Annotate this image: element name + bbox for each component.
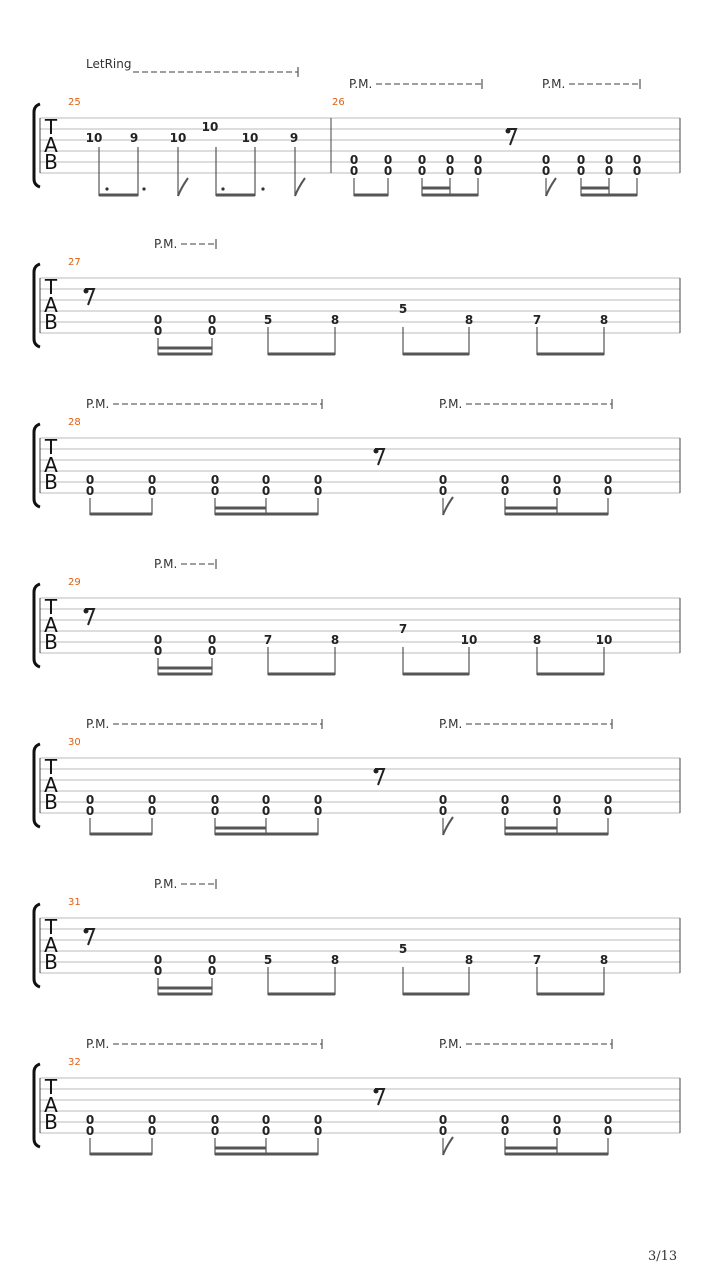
fret-number: 0 <box>603 1113 613 1127</box>
fret-number: 0 <box>552 793 562 807</box>
fret-number: 0 <box>210 484 220 498</box>
fret-number: 0 <box>445 153 455 167</box>
fret-number: 0 <box>438 793 448 807</box>
fret-number: 0 <box>576 153 586 167</box>
fret-number: 0 <box>349 164 359 178</box>
fret-number: 0 <box>207 324 217 338</box>
eighth-rest-dot <box>374 449 379 454</box>
fret-number: 0 <box>552 484 562 498</box>
fret-number: 0 <box>576 164 586 178</box>
fret-number: 0 <box>147 793 157 807</box>
palm-mute-label: P.M. <box>154 557 178 571</box>
palm-mute-label: P.M. <box>154 877 178 891</box>
fret-number: 0 <box>438 1113 448 1127</box>
fret-number: 8 <box>464 313 474 327</box>
note-flag <box>443 1137 453 1155</box>
fret-number: 0 <box>207 953 217 967</box>
eighth-rest-dot <box>374 769 379 774</box>
measure-number: 25 <box>68 97 81 108</box>
system-bracket <box>34 744 40 827</box>
fret-number: 0 <box>541 164 551 178</box>
tab-clef-b: B <box>44 310 58 334</box>
eighth-rest-dot <box>84 929 89 934</box>
fret-number: 0 <box>153 633 163 647</box>
dot <box>221 187 224 190</box>
tab-clef-b: B <box>44 1110 58 1134</box>
fret-number: 0 <box>541 153 551 167</box>
fret-number: 0 <box>85 1124 95 1138</box>
fret-number: 0 <box>632 164 642 178</box>
palm-mute-label: P.M. <box>349 77 373 91</box>
note-flag <box>295 178 305 196</box>
measure-number: 30 <box>68 737 81 748</box>
fret-number: 0 <box>383 153 393 167</box>
tab-clef-a: A <box>44 613 58 637</box>
fret-number: 0 <box>313 793 323 807</box>
fret-number: 10 <box>595 633 613 647</box>
fret-number: 0 <box>438 484 448 498</box>
fret-number: 5 <box>398 302 408 316</box>
tab-clef-b: B <box>44 790 58 814</box>
fret-number: 0 <box>85 804 95 818</box>
dot <box>142 187 145 190</box>
fret-number: 0 <box>313 804 323 818</box>
fret-number: 0 <box>207 633 217 647</box>
fret-number: 8 <box>330 953 340 967</box>
tab-clef-t: T <box>44 755 58 779</box>
tab-clef-b: B <box>44 470 58 494</box>
palm-mute-label: P.M. <box>542 77 566 91</box>
fret-number: 0 <box>261 793 271 807</box>
fret-number: 0 <box>147 1113 157 1127</box>
fret-number: 0 <box>438 804 448 818</box>
palm-mute-label: P.M. <box>439 397 463 411</box>
measure-number: 31 <box>68 897 81 908</box>
fret-number: 8 <box>330 633 340 647</box>
system-bracket <box>34 424 40 507</box>
fret-number: 0 <box>153 324 163 338</box>
fret-number: 7 <box>532 953 542 967</box>
fret-number: 10 <box>201 120 219 134</box>
fret-number: 0 <box>210 1124 220 1138</box>
measure-number: 32 <box>68 1057 81 1068</box>
fret-number: 7 <box>263 633 273 647</box>
tab-clef-a: A <box>44 1093 58 1117</box>
fret-number: 0 <box>261 484 271 498</box>
tab-clef-b: B <box>44 950 58 974</box>
tab-clef-t: T <box>44 1075 58 1099</box>
fret-number: 0 <box>207 313 217 327</box>
fret-number: 0 <box>85 793 95 807</box>
fret-number: 10 <box>85 131 103 145</box>
tab-clef-b: B <box>44 630 58 654</box>
fret-number: 0 <box>604 153 614 167</box>
let-ring-label: LetRing <box>86 57 132 71</box>
tab-clef-t: T <box>44 435 58 459</box>
fret-number: 0 <box>438 473 448 487</box>
fret-number: 0 <box>500 1113 510 1127</box>
tab-clef-t: T <box>44 915 58 939</box>
fret-number: 0 <box>261 804 271 818</box>
note-flag <box>443 817 453 835</box>
fret-number: 0 <box>147 473 157 487</box>
fret-number: 0 <box>313 1124 323 1138</box>
tab-clef-t: T <box>44 275 58 299</box>
system-bracket <box>34 1064 40 1147</box>
fret-number: 0 <box>603 1124 613 1138</box>
fret-number: 0 <box>445 164 455 178</box>
tab-clef-a: A <box>44 133 58 157</box>
fret-number: 0 <box>552 1124 562 1138</box>
fret-number: 0 <box>417 153 427 167</box>
fret-number: 0 <box>603 473 613 487</box>
measure-number: 27 <box>68 257 81 268</box>
fret-number: 0 <box>500 484 510 498</box>
fret-number: 8 <box>464 953 474 967</box>
tab-clef-a: A <box>44 773 58 797</box>
fret-number: 0 <box>210 473 220 487</box>
fret-number: 0 <box>210 793 220 807</box>
fret-number: 0 <box>147 804 157 818</box>
system-bracket <box>34 904 40 987</box>
fret-number: 8 <box>330 313 340 327</box>
palm-mute-label: P.M. <box>439 1037 463 1051</box>
fret-number: 0 <box>632 153 642 167</box>
fret-number: 0 <box>261 1113 271 1127</box>
fret-number: 0 <box>85 473 95 487</box>
fret-number: 0 <box>85 1113 95 1127</box>
tab-clef-t: T <box>44 115 58 139</box>
tab-clef-t: T <box>44 595 58 619</box>
system-bracket <box>34 264 40 347</box>
palm-mute-label: P.M. <box>86 717 110 731</box>
dot <box>105 187 108 190</box>
fret-number: 0 <box>473 153 483 167</box>
fret-number: 8 <box>599 953 609 967</box>
fret-number: 0 <box>153 313 163 327</box>
fret-number: 5 <box>263 313 273 327</box>
note-flag <box>546 178 556 196</box>
eighth-rest-dot <box>506 129 511 134</box>
fret-number: 0 <box>383 164 393 178</box>
note-flag <box>443 497 453 515</box>
fret-number: 0 <box>603 484 613 498</box>
fret-number: 0 <box>603 793 613 807</box>
page-number: 3/13 <box>648 1249 678 1264</box>
note-flag <box>178 178 188 196</box>
fret-number: 10 <box>241 131 259 145</box>
palm-mute-label: P.M. <box>86 1037 110 1051</box>
fret-number: 7 <box>398 622 408 636</box>
fret-number: 10 <box>169 131 187 145</box>
fret-number: 10 <box>460 633 478 647</box>
measure-number: 28 <box>68 417 81 428</box>
fret-number: 0 <box>313 473 323 487</box>
system-bracket <box>34 104 40 187</box>
fret-number: 8 <box>532 633 542 647</box>
fret-number: 0 <box>500 473 510 487</box>
fret-number: 0 <box>85 484 95 498</box>
tab-clef-a: A <box>44 453 58 477</box>
fret-number: 8 <box>599 313 609 327</box>
fret-number: 5 <box>398 942 408 956</box>
fret-number: 9 <box>129 131 139 145</box>
fret-number: 0 <box>147 1124 157 1138</box>
fret-number: 0 <box>207 964 217 978</box>
tab-clef-b: B <box>44 150 58 174</box>
measure-number: 29 <box>68 577 81 588</box>
fret-number: 0 <box>313 484 323 498</box>
eighth-rest-dot <box>84 289 89 294</box>
measure-number: 26 <box>332 97 345 108</box>
tab-clef-a: A <box>44 293 58 317</box>
fret-number: 9 <box>289 131 299 145</box>
eighth-rest-dot <box>84 609 89 614</box>
fret-number: 0 <box>473 164 483 178</box>
fret-number: 0 <box>210 1113 220 1127</box>
tab-clef-a: A <box>44 933 58 957</box>
fret-number: 0 <box>438 1124 448 1138</box>
fret-number: 0 <box>349 153 359 167</box>
fret-number: 0 <box>500 793 510 807</box>
fret-number: 0 <box>153 953 163 967</box>
fret-number: 0 <box>552 804 562 818</box>
dot <box>261 187 264 190</box>
fret-number: 0 <box>552 473 562 487</box>
fret-number: 0 <box>603 804 613 818</box>
fret-number: 7 <box>532 313 542 327</box>
eighth-rest-dot <box>374 1089 379 1094</box>
fret-number: 0 <box>261 1124 271 1138</box>
fret-number: 0 <box>147 484 157 498</box>
palm-mute-label: P.M. <box>154 237 178 251</box>
fret-number: 0 <box>207 644 217 658</box>
fret-number: 0 <box>313 1113 323 1127</box>
fret-number: 0 <box>210 804 220 818</box>
fret-number: 0 <box>500 1124 510 1138</box>
fret-number: 0 <box>604 164 614 178</box>
fret-number: 0 <box>552 1113 562 1127</box>
fret-number: 0 <box>153 964 163 978</box>
fret-number: 0 <box>153 644 163 658</box>
palm-mute-label: P.M. <box>439 717 463 731</box>
system-bracket <box>34 584 40 667</box>
fret-number: 0 <box>500 804 510 818</box>
fret-number: 5 <box>263 953 273 967</box>
palm-mute-label: P.M. <box>86 397 110 411</box>
fret-number: 0 <box>417 164 427 178</box>
fret-number: 0 <box>261 473 271 487</box>
